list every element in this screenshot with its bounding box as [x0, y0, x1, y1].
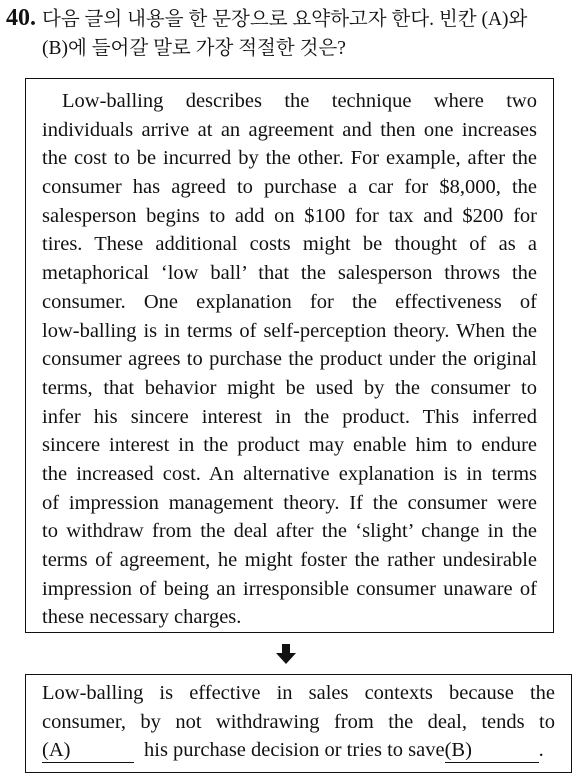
summary-period: .: [538, 739, 544, 762]
question-line-1: [6, 4, 566, 34]
passage-line: terms of agreement, he might foster the rather undesirable: [42, 549, 537, 571]
question-line-2: [6, 34, 566, 63]
blank-a: (A): [42, 738, 134, 763]
passage-line: Low-balling describes the technique where two: [62, 90, 537, 112]
summary-line-3: [42, 736, 555, 765]
down-arrow-icon: [275, 643, 297, 665]
summary-box: [25, 674, 572, 773]
summary-line-2: consumer, by not withdrawing from the deal, tends to: [42, 710, 555, 733]
passage-line: salesperson begins to add on $100 for tax and $200 for: [42, 204, 537, 227]
passage-line: infer his sincere interest in the product. This inferred: [42, 405, 537, 428]
blank-b: (B): [445, 738, 539, 763]
passage-line: metaphorical ‘low ball’ that the salesperson throws the: [42, 262, 537, 285]
summary-middle-text: his purchase decision or tries to save: [144, 739, 445, 762]
question-number: 40.: [6, 5, 36, 31]
question-header: [6, 4, 566, 63]
passage-line: consumer agrees to purchase the product under the original: [42, 348, 537, 371]
passage-line: consumer has agreed to purchase a car for $8,000, the: [42, 176, 537, 199]
passage-line: sincere interest in the product may enable him to endure: [42, 434, 537, 457]
question-instruction-continued: (B)에 들어갈 말로 가장 적절한 것은?: [42, 38, 346, 59]
passage-line: low-balling is in terms of self-perception theory. When the: [42, 319, 537, 342]
passage-line: individuals arrive at an agreement and then one increases: [42, 118, 537, 141]
passage-line: terms, that behavior might be used by the consumer to: [42, 376, 537, 399]
passage-line: consumer. One explanation for the effectiveness of: [42, 290, 537, 313]
passage-line: tires. These additional costs might be thought of as a: [42, 233, 537, 256]
passage-line: these necessary charges.: [42, 606, 242, 629]
passage-line: the cost to be incurred by the other. For example, after the: [42, 147, 537, 170]
passage-box: [25, 78, 554, 633]
passage-line: of impression management theory. If the consumer were: [42, 491, 537, 514]
passage-line: to withdraw from the deal after the ‘slight’ change in the: [42, 520, 537, 543]
passage-line: impression of being an irresponsible consumer unaware of: [42, 577, 537, 600]
question-instruction: 다음 글의 내용을 한 문장으로 요약하고자 한다. 빈칸 (A)와: [42, 9, 528, 30]
summary-line-1: Low-balling is effective in sales contexts because the: [42, 682, 555, 704]
passage-line: the increased cost. An alternative explanation is in terms: [42, 462, 537, 485]
